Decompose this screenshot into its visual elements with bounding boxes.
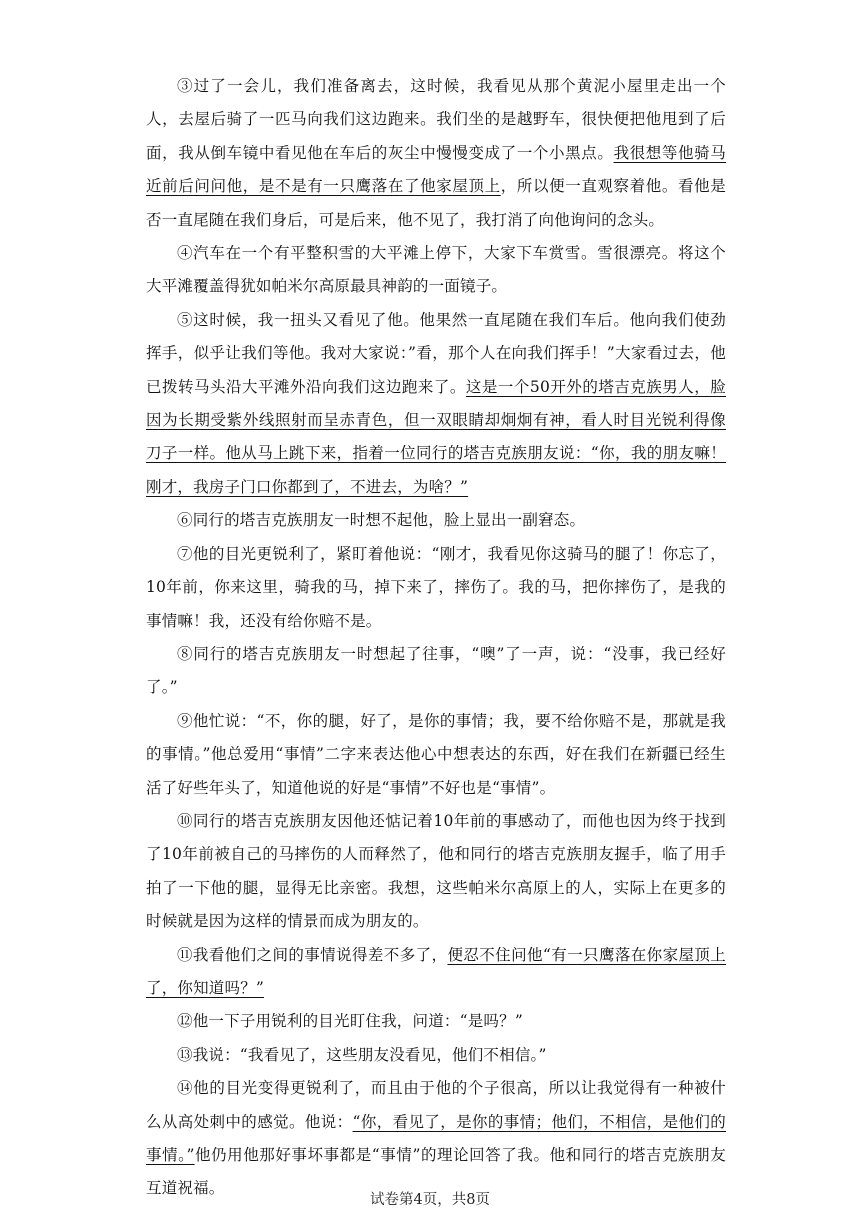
text-segment: ，所以便一直观察着他。看他是否一直尾随在我们身后，可是后来，他不见了，我打消了向他询问的念头。 <box>146 177 726 229</box>
paragraph-3 <box>146 304 726 504</box>
paragraph-9 <box>146 939 726 1006</box>
paragraph-1 <box>146 70 726 237</box>
underlined-sentence: 这是一个50开外的塔吉克族男人，脸因为长期受紫外线照射而呈赤青色，但一双眼睛却炯炯有神，看人时目光锐利得像刀子一样。他从马上跳下来，指着一位同行的塔吉克族朋友说：“你，我的朋友嘛！刚才，我房子门口你都到了，不进去，为啥？” <box>146 377 726 496</box>
text-segment: ⑤这时候，我一扭头又看见了他。他果然一直尾随在我们车后。他向我们使劲挥手，似乎让我们等他。我对大家说：”看，那个人在向我们挥手！”大家看过去，他已拨转马头沿大平滩外沿向我们这边跑来了。 <box>146 310 726 396</box>
text-segment: ④汽车在一个有平整积雪的大平滩上停下，大家下车赏雪。雪很漂亮。将这个大平滩覆盖得犹如帕米尔高原最具神韵的一面镜子。 <box>146 244 726 296</box>
underlined-sentence: “你，看见了，是你的事情；他们，不相信，是他们的事情。” <box>146 1112 726 1164</box>
reading-passage <box>146 70 726 1206</box>
underlined-sentence: 我很想等他骑马近前后问问他，是不是有一只鹰落在了他家屋顶上 <box>146 143 726 196</box>
text-segment: 他仍用他那好事坏事都是“事情”的理论回答了我。他和同行的塔吉克族朋友互道祝福。 <box>146 1146 726 1198</box>
text-segment: ⑬我说：“我看见了，这些朋友没看见，他们不相信。” <box>177 1045 547 1064</box>
text-segment: ⑪我看他们之间的事情说得差不多了， <box>177 945 448 964</box>
paragraph-11 <box>146 1039 726 1072</box>
text-segment: ⑦他的目光更锐利了，紧盯着他说：“刚才，我看见你这骑马的腿了！你忘了，10年前，你来这里，骑我的马，掉下来了，摔伤了。我的马，把你摔伤了，是我的事情嘛！我，还没有给你赔不是。 <box>146 544 726 630</box>
page-footer: 试卷第4页，共8页 <box>370 1192 490 1208</box>
text-segment: ⑧同行的塔吉克族朋友一时想起了往事，“噢”了一声，说：“没事，我已经好了。” <box>146 644 726 697</box>
paragraph-2 <box>146 237 726 304</box>
paragraph-5 <box>146 538 726 638</box>
paragraph-10 <box>146 1005 726 1038</box>
text-segment: ⑩同行的塔吉克族朋友因他还惦记着10年前的事感动了，而他也因为终于找到了10年前被自己的马摔伤的人而释然了，他和同行的塔吉克族朋友握手，临了用手拍了一下他的腿，显得无比亲密。我想，这些帕米尔高原上的人，实际上在更多的时候就是因为这样的情景而成为朋友的。 <box>146 811 726 931</box>
text-segment: ⑨他忙说：“不，你的腿，好了，是你的事情；我，要不给你赔不是，那就是我的事情。”他总爱用“事情”二字来表达他心中想表达的东西，好在我们在新疆已经生活了好些年头了，知道他说的好是“事情”不好也是“事情”。 <box>146 711 726 797</box>
paragraph-12 <box>146 1072 726 1206</box>
text-segment: ⑥同行的塔吉克族朋友一时想不起他，脸上显出一副窘态。 <box>177 511 586 530</box>
paragraph-8 <box>146 805 726 939</box>
underlined-sentence: 便忍不住问他“有一只鹰落在你家屋顶上了，你知道吗？” <box>146 945 726 997</box>
text-segment: ③过了一会儿，我们准备离去，这时候，我看见从那个黄泥小屋里走出一个人，去屋后骑了一匹马向我们这边跑来。我们坐的是越野车，很快便把他甩到了后面，我从倒车镜中看见他在车后的灰尘中慢慢变成了一个小黑点。 <box>146 77 726 162</box>
paragraph-7 <box>146 705 726 805</box>
text-segment: ⑫他一下子用锐利的目光盯住我，问道：“是吗？” <box>177 1012 523 1031</box>
paragraph-6 <box>146 638 726 705</box>
text-segment: ⑭他的目光变得更锐利了，而且由于他的个子很高，所以让我觉得有一种被什么从高处刺中的感觉。他说： <box>146 1079 726 1131</box>
paragraph-4 <box>146 504 726 537</box>
